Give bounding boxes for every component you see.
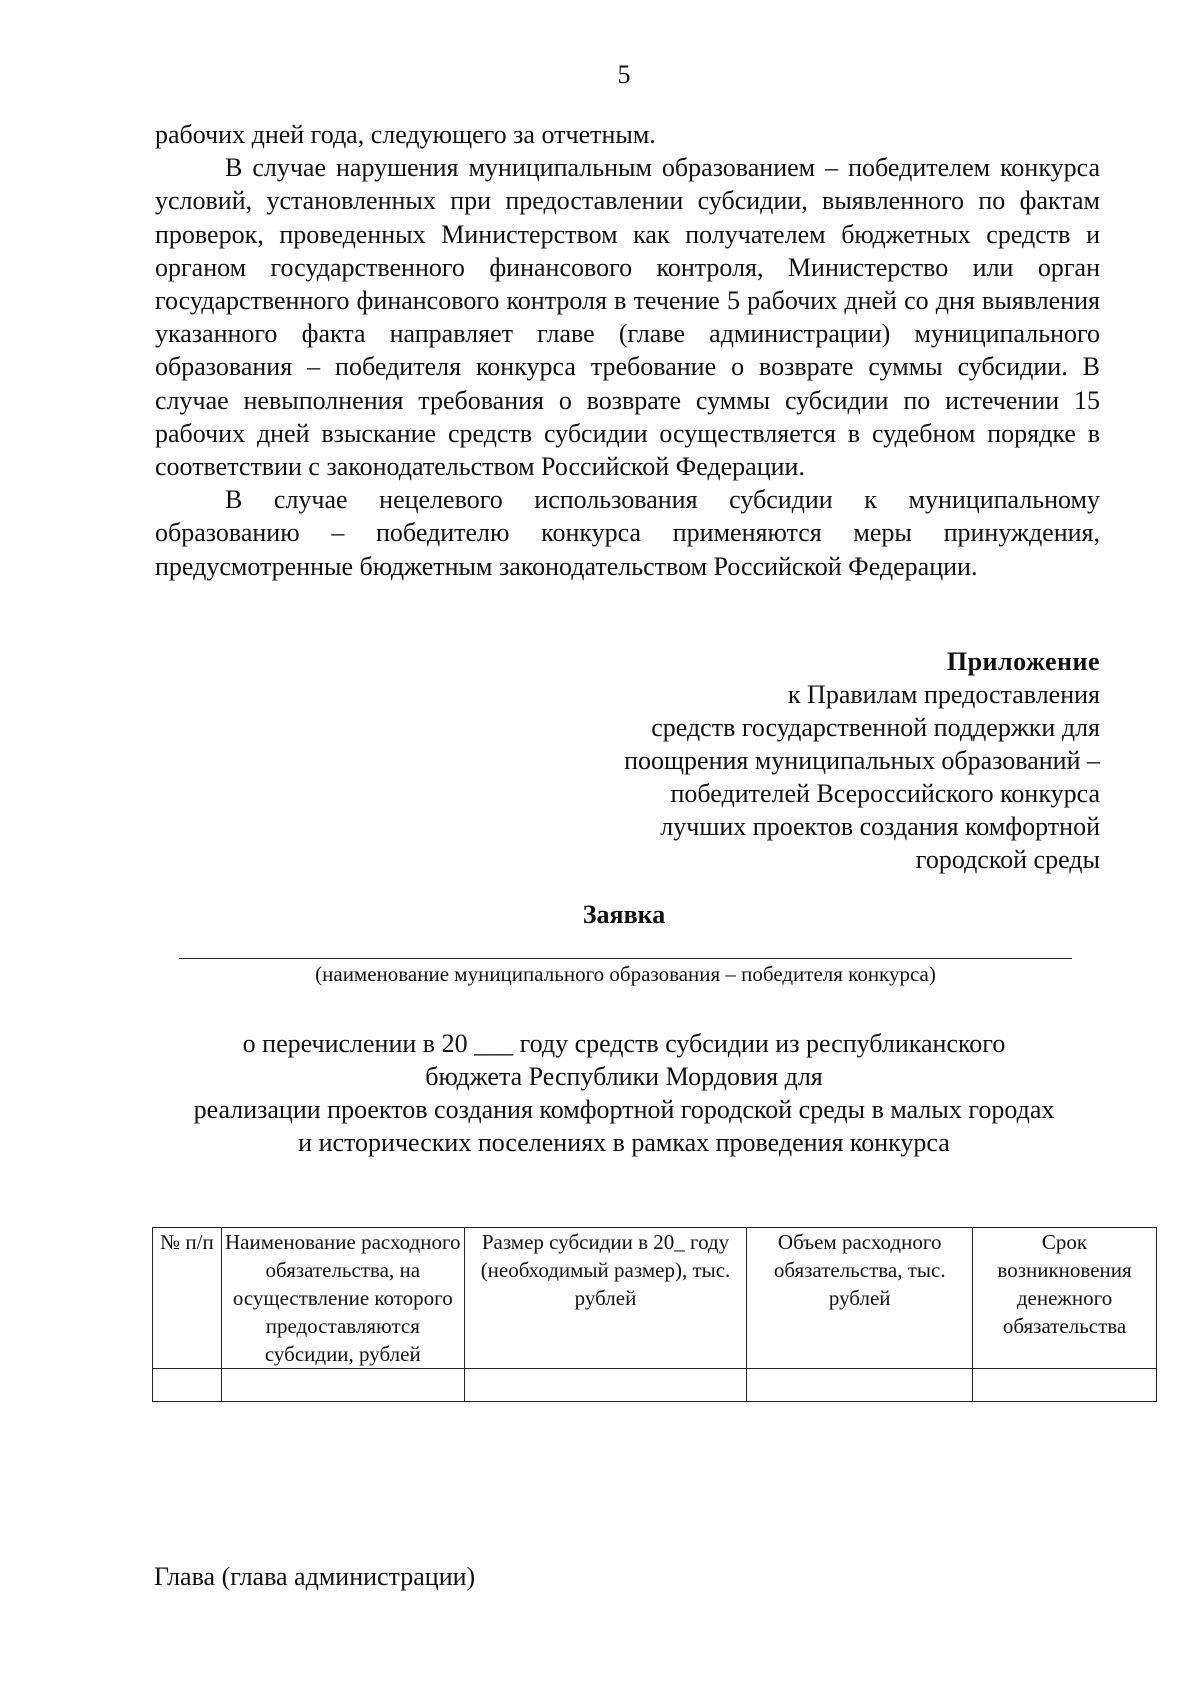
subject-line: о перечислении в 20 ___ году средств субсидии из республиканского bbox=[242, 1029, 1006, 1058]
table-cell bbox=[973, 1369, 1157, 1402]
paragraph-misuse: В случае нецелевого использования субсидии к муниципальному образованию – победителю конкурса применяются меры принуждения, предусмотренные бюджетным законодательством Российской Федерации. bbox=[155, 485, 1100, 581]
appendix-line: к Правилам предоставления bbox=[787, 680, 1100, 709]
header-obligation-term: Срок возникновения денежного обязательства bbox=[973, 1228, 1157, 1369]
name-caption: (наименование муниципального образования – победителя конкурса) bbox=[315, 962, 936, 986]
page-number: 5 bbox=[617, 60, 631, 89]
header-obligation-name: Наименование расходного обязательства, на осуществление которого предоставляются субсидии, рублей bbox=[221, 1228, 464, 1369]
header-number: № п/п bbox=[153, 1228, 222, 1369]
table-cell bbox=[464, 1369, 747, 1402]
header-subsidy-amount: Размер субсидии в 20_ году (необходимый размер), тыс. рублей bbox=[464, 1228, 747, 1369]
table-cell bbox=[747, 1369, 973, 1402]
appendix-block bbox=[540, 645, 1100, 876]
table-header-row bbox=[153, 1228, 1157, 1369]
claims-table bbox=[152, 1227, 1157, 1402]
appendix-line: победителей Всероссийского конкурса bbox=[670, 779, 1100, 808]
name-fill-line bbox=[179, 958, 1072, 959]
appendix-line: средств государственной поддержки для bbox=[651, 713, 1100, 742]
form-subject bbox=[0, 1027, 1200, 1159]
body-text bbox=[155, 118, 1100, 583]
subject-line: бюджета Республики Мордовия для bbox=[425, 1062, 823, 1091]
table-row bbox=[153, 1369, 1157, 1402]
subject-line: и исторических поселениях в рамках проведения конкурса bbox=[298, 1128, 950, 1157]
appendix-title: Приложение bbox=[946, 647, 1100, 676]
subject-line: реализации проектов создания комфортной городской среды в малых городах bbox=[193, 1095, 1055, 1124]
header-obligation-volume: Объем расходного обязательства, тыс. рублей bbox=[747, 1228, 973, 1369]
paragraph-violation: В случае нарушения муниципальным образованием – победителем конкурса условий, установленных при предоставлении субсидии, выявленного по фактам проверок, проведенных Министерством как получателем бюджетных средств и органом государственного финансового контроля, Министерство или орган государственного финансового контроля в течение 5 рабочих дней со дня выявления указанного факта направляет главе (главе администрации) муниципального образования – победителя конкурса требование о возврате суммы субсидии. В случае невыполнения требования о возврате суммы субсидии по истечении 15 рабочих дней взыскание средств субсидии осуществляется в судебном порядке в соответствии с законодательством Российской Федерации. bbox=[155, 153, 1100, 482]
form-heading: Заявка bbox=[582, 900, 666, 929]
table-cell bbox=[221, 1369, 464, 1402]
appendix-line: городской среды bbox=[915, 845, 1100, 874]
paragraph-continuation: рабочих дней года, следующего за отчетным. bbox=[155, 120, 656, 149]
appendix-line: лучших проектов создания комфортной bbox=[660, 812, 1100, 841]
appendix-line: поощрения муниципальных образований – bbox=[624, 746, 1100, 775]
signature-label: Глава (глава администрации) bbox=[154, 1562, 476, 1591]
table-cell bbox=[153, 1369, 222, 1402]
